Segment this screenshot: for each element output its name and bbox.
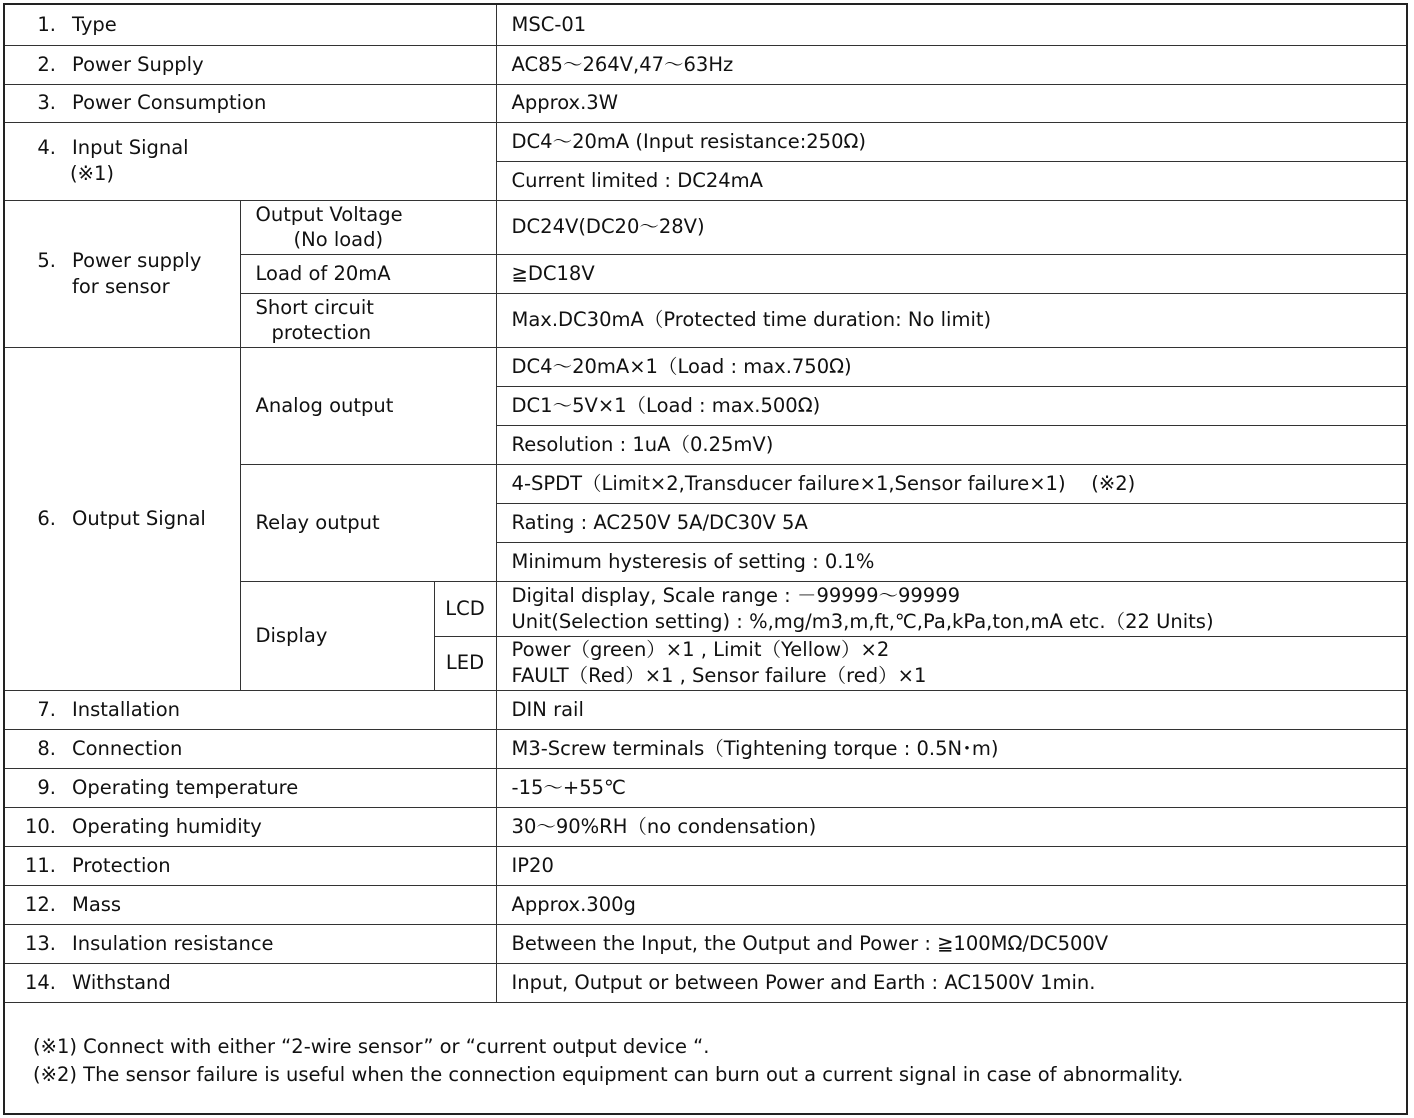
spec-label: Operating temperature (72, 775, 299, 799)
spec-value: Power（green）×1 , Limit（Yellow）×2 FAULT（Red）×1 , Sensor failure（red）×1 (496, 636, 1406, 690)
spec-value: Between the Input, the Output and Power : ≧100MΩ/DC500V (496, 924, 1406, 963)
spec-value: DC4～20mA×1（Load : max.750Ω) (496, 347, 1406, 386)
spec-label: Operating humidity (72, 814, 262, 838)
sub-label: Analog output (240, 347, 496, 464)
spec-label: Power supply (72, 248, 202, 272)
spec-value: DIN rail (496, 690, 1406, 729)
table-row: 13. Insulation resistance Between the Input, the Output and Power : ≧100MΩ/DC500V (5, 924, 1406, 963)
spec-sheet (3, 3, 1408, 1115)
spec-label: Output Signal (72, 506, 206, 530)
table-row: 1. Type MSC-01 (5, 5, 1406, 45)
spec-label: Power Consumption (72, 91, 267, 114)
table-row: 4. Input Signal (※1) DC4～20mA (Input resistance:250Ω) (5, 122, 1406, 161)
sub-label: Display (240, 581, 434, 690)
spec-value: IP20 (496, 846, 1406, 885)
sub-label: LED (434, 636, 496, 690)
footnote: (※2) The sensor failure is useful when the connection equipment can burn out a current signal in case of abnormality. (33, 1063, 1184, 1086)
table-row: 14. Withstand Input, Output or between Power and Earth : AC1500V 1min. (5, 963, 1406, 1002)
sub-label: Short circuit (255, 296, 374, 319)
spec-value: -15～+55℃ (496, 768, 1406, 807)
spec-label: Insulation resistance (72, 931, 274, 955)
footnote-ref: (※1) (70, 162, 114, 185)
spec-value: M3-Screw terminals（Tightening torque : 0.5N･m) (496, 729, 1406, 768)
spec-label: Connection (72, 736, 183, 760)
footnote: (※1) Connect with either “2-wire sensor” or “current output device “. (33, 1035, 710, 1058)
table-row: 5. Power supply for sensor Output Voltage (No load) DC24V(DC20～28V) (5, 200, 1406, 254)
spec-label: Input Signal (72, 136, 189, 159)
spec-value: AC85～264V,47～63Hz (496, 45, 1406, 84)
spec-value: Rating : AC250V 5A/DC30V 5A (496, 503, 1406, 542)
spec-value: Digital display, Scale range : －99999～99999 Unit(Selection setting) : %,mg/m3,m,ft,℃,Pa,kPa,ton,mA etc.（22 Units) (496, 581, 1406, 636)
spec-label: Type (72, 12, 117, 36)
sub-label: LCD (434, 581, 496, 636)
sub-label: Output Voltage (255, 203, 403, 226)
spec-value: Max.DC30mA（Protected time duration: No limit) (496, 293, 1406, 347)
table-row: Short circuit protection Max.DC30mA（Protected time duration: No limit) (5, 293, 1406, 347)
spec-label: Withstand (72, 970, 171, 994)
table-row: 12. Mass Approx.300g (5, 885, 1406, 924)
spec-label: Protection (72, 853, 171, 877)
spec-value: Approx.3W (496, 84, 1406, 122)
table-row: 6. Output Signal Analog output DC4～20mA×1（Load : max.750Ω) (5, 347, 1406, 386)
table-row: 9. Operating temperature -15～+55℃ (5, 768, 1406, 807)
spec-value: 4-SPDT（Limit×2,Transducer failure×1,Sensor failure×1) (※2) (496, 464, 1406, 503)
spec-value: DC24V(DC20～28V) (496, 200, 1406, 254)
spec-label: Installation (72, 697, 181, 721)
table-row: 7. Installation DIN rail (5, 690, 1406, 729)
spec-value: MSC-01 (496, 5, 1406, 45)
footnotes (5, 1013, 1406, 1089)
spec-value: 30～90%RH（no condensation) (496, 807, 1406, 846)
table-row: 8. Connection M3-Screw terminals（Tightening torque : 0.5N･m) (5, 729, 1406, 768)
table-row: 11. Protection IP20 (5, 846, 1406, 885)
spec-value: Current limited : DC24mA (496, 161, 1406, 200)
spec-table (5, 5, 1406, 1003)
spec-value: Resolution : 1uA（0.25mV) (496, 425, 1406, 464)
table-row: 10. Operating humidity 30～90%RH（no condensation) (5, 807, 1406, 846)
spec-value: ≧DC18V (496, 254, 1406, 293)
spec-value: Input, Output or between Power and Earth : AC1500V 1min. (496, 963, 1406, 1002)
spec-label: Mass (72, 892, 122, 916)
sub-label: Load of 20mA (240, 254, 496, 293)
spec-value: Minimum hysteresis of setting : 0.1% (496, 542, 1406, 581)
spec-value: Approx.300g (496, 885, 1406, 924)
spec-value: DC4～20mA (Input resistance:250Ω) (496, 122, 1406, 161)
table-row: 3. Power Consumption Approx.3W (5, 84, 1406, 122)
table-row: 2. Power Supply AC85～264V,47～63Hz (5, 45, 1406, 84)
sub-label: Relay output (240, 464, 496, 581)
spec-label: Power Supply (72, 52, 204, 76)
spec-value: DC1～5V×1（Load : max.500Ω) (496, 386, 1406, 425)
